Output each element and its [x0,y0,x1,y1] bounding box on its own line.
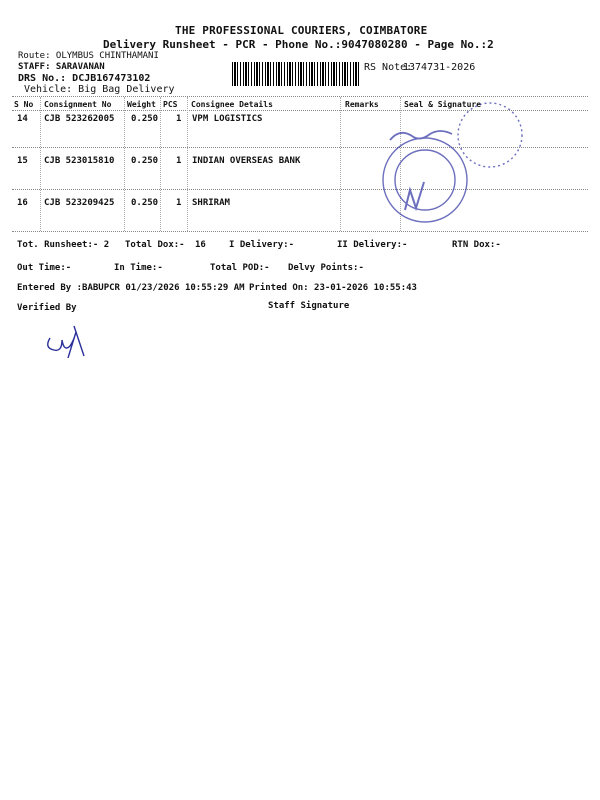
row-consignee: SHRIRAM [192,198,230,208]
row-pcs: 1 [176,198,182,208]
row-weight: 0.250 [131,114,159,124]
entered-by: Entered By :BABUPCR 01/23/2026 10:55:29 AM [17,283,245,293]
drs-number: DRS No.: DCJB167473102 [18,73,151,84]
col-weight: Weight [127,100,156,109]
total-pod: Total POD:- [210,263,270,273]
col-consignee: Consignee Details [191,100,273,109]
barcode [232,62,360,86]
rs-note-label: RS Note: [364,62,413,73]
staff-signature: Staff Signature [268,301,350,311]
seal-stamp [370,100,570,240]
total-dox-label: Total Dox:- [125,240,185,250]
rs-note-value: 1374731-2026 [403,62,476,73]
total-dox-value: 16 [195,240,206,250]
row-sno: 14 [17,114,28,124]
rtn-dox: RTN Dox:- [452,240,501,250]
delvy-points: Delvy Points:- [288,263,364,273]
staff: STAFF: SARAVANAN [18,62,105,72]
company-title: THE PROFESSIONAL COURIERS, COIMBATORE [175,24,428,37]
col-remarks: Remarks [345,100,379,109]
row-consignment: CJB 523015810 [44,156,115,166]
row-weight: 0.250 [131,156,159,166]
route: Route: OLYMBUS CHINTHAMANI [18,51,159,61]
in-time: In Time:- [114,263,163,273]
row-consignee: VPM LOGISTICS [192,114,263,124]
row-consignment: CJB 523262005 [44,114,115,124]
ii-delivery: II Delivery:- [337,240,408,250]
row-consignee: INDIAN OVERSEAS BANK [192,156,301,166]
row-weight: 0.250 [131,198,159,208]
tot-runsheet: Tot. Runsheet:- 2 [17,240,110,250]
verified-by: Verified By [17,303,77,313]
row-sno: 15 [17,156,28,166]
printed-on: Printed On: 23-01-2026 10:55:43 [249,283,417,293]
row-pcs: 1 [176,114,182,124]
col-pcs: PCS [163,100,178,109]
col-consignment: Consignment No [44,100,112,109]
row-sno: 16 [17,198,28,208]
out-time: Out Time:- [17,263,72,273]
verified-signature [40,318,100,358]
row-consignment: CJB 523209425 [44,198,115,208]
col-sno: S No [14,100,34,109]
vehicle: Vehicle: Big Bag Delivery [24,84,175,95]
table-top-rule [12,96,588,97]
col-seal: Seal & Signature [404,100,482,109]
row-pcs: 1 [176,156,182,166]
i-delivery: I Delivery:- [229,240,295,250]
runsheet-subtitle: Delivery Runsheet - PCR - Phone No.:9047080280 - Page No.:2 [103,38,494,51]
